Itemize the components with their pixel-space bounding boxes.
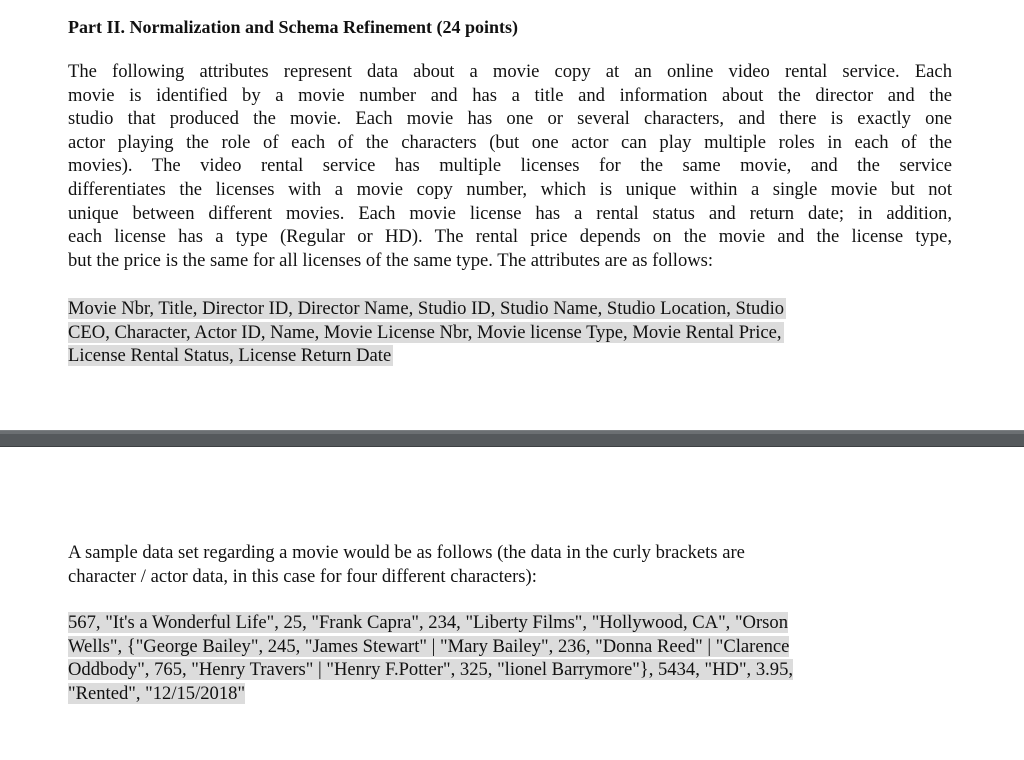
description-line: unique between different movies. Each movie license has a rental status and return date; in addition, [68, 202, 952, 224]
description-paragraph [68, 60, 952, 272]
document-page-bottom [0, 447, 1024, 760]
sample-data-block [68, 611, 793, 705]
description-line: studio that produced the movie. Each movie has one or several characters, and there is exactly one [68, 108, 952, 130]
page-divider-shade [0, 431, 1024, 434]
description-line: The following attributes represent data about a movie copy at an online video rental service. Each [68, 61, 952, 82]
description-line: actor playing the role of each of the characters (but one actor can play multiple roles in each of the [68, 131, 952, 153]
description-line: movies). The video rental service has multiple licenses for the same movie, and the service [68, 155, 952, 177]
description-line: movie is identified by a movie number and has a title and information about the director and the [68, 84, 952, 106]
attribute-line: CEO, Character, Actor ID, Name, Movie License Nbr, Movie license Type, Movie Rental Price, [68, 321, 782, 343]
description-line: but the price is the same for all licenses of the same type. The attributes are as follows: [68, 249, 714, 271]
sample-intro-line: character / actor data, in this case for four different characters): [68, 565, 537, 587]
sample-data-line: 567, "It's a Wonderful Life", 25, "Frank Capra", 234, "Liberty Films", "Hollywood, CA", "Orson [68, 612, 789, 633]
page-divider [0, 430, 1024, 447]
attribute-line: License Rental Status, License Return Date [68, 345, 392, 366]
sample-intro-paragraph [68, 541, 745, 588]
description-line: each license has a type (Regular or HD). The rental price depends on the movie and the license type, [68, 226, 952, 248]
sample-intro-line: A sample data set regarding a movie would be as follows (the data in the curly brackets are [68, 542, 745, 563]
attribute-line: Movie Nbr, Title, Director ID, Director Name, Studio ID, Studio Name, Studio Location, Studio [68, 298, 785, 319]
sample-data-line: Wells", {"George Bailey", 245, "James Stewart" | "Mary Bailey", 236, "Donna Reed" | "Clarence [68, 635, 790, 657]
sample-data-line: Oddbody", 765, "Henry Travers" | "Henry F.Potter", 325, "lionel Barrymore"}, 5434, "HD", 3.95, [68, 659, 794, 681]
description-line: differentiates the licenses with a movie copy number, which is unique within a single movie but not [68, 178, 952, 200]
section-heading: Part II. Normalization and Schema Refinement (24 points) [68, 17, 518, 37]
attribute-list [68, 297, 786, 368]
sample-data-line: "Rented", "12/15/2018" [68, 682, 246, 704]
